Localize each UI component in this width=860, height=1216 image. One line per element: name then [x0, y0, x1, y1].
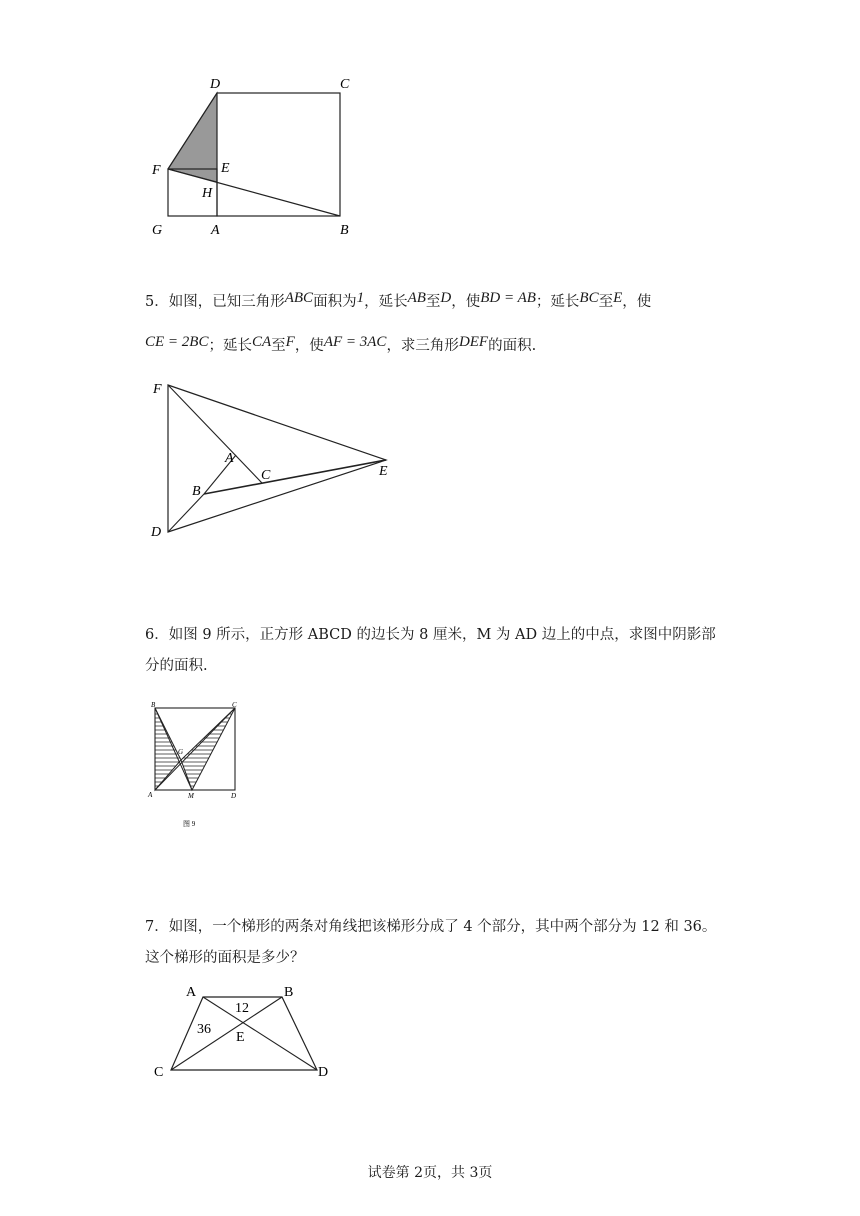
figure-9-square	[145, 700, 250, 835]
square-abcd	[217, 93, 340, 216]
problem-5-line-2: CE = 2BC；延长CA至F，使AF = 3AC，求三角形DEF的面积.	[145, 334, 537, 354]
figure-triangle-def	[145, 375, 400, 545]
label-d: D	[151, 525, 162, 540]
shaded-right-triangle	[181, 708, 235, 790]
label-d: D	[318, 1065, 329, 1080]
segment-fb	[168, 169, 340, 216]
label-a: A	[211, 223, 220, 238]
label-f: F	[153, 382, 162, 397]
label-g: G	[152, 223, 163, 238]
area-value-36: 36	[197, 1022, 211, 1037]
area-value-12: 12	[235, 1001, 249, 1016]
label-a: A	[225, 451, 234, 466]
label-b: B	[340, 223, 349, 238]
label-d: D	[210, 77, 221, 92]
label-c: C	[340, 77, 350, 92]
label-b: B	[284, 985, 294, 1000]
page-footer: 试卷第 2页，共 3页	[367, 1165, 493, 1181]
problem-6-line-2: 分的面积.	[145, 658, 208, 674]
label-b: B	[192, 484, 201, 499]
label-b: B	[151, 701, 156, 709]
figure-trapezoid	[150, 983, 340, 1080]
label-d: D	[231, 792, 237, 800]
problem-5-line-1: 5．如图，已知三角形ABC面积为1，延长AB至D，使BD = AB；延长BC至E，使	[145, 290, 652, 310]
label-m: M	[188, 792, 194, 800]
figure-caption: 图 9	[183, 820, 196, 828]
problem-7-line-1: 7．如图，一个梯形的两条对角线把该梯形分成了 4 个部分，其中两个部分为 12 和 36。	[145, 919, 717, 935]
label-g: G	[178, 748, 184, 756]
label-e: E	[236, 1030, 245, 1045]
problem-7-line-2: 这个梯形的面积是多少？	[145, 950, 305, 966]
label-c: C	[232, 701, 237, 709]
label-c: C	[261, 468, 271, 483]
label-c: C	[154, 1065, 164, 1080]
triangle-def	[168, 385, 386, 532]
label-a: A	[186, 985, 197, 1000]
label-h: H	[202, 186, 213, 201]
label-e: E	[221, 161, 230, 176]
problem-6-line-1: 6．如图 9 所示，正方形 ABCD 的边长为 8 厘米，M 为 AD 边上的中点，求图中阴影部	[145, 627, 716, 643]
label-a: A	[148, 791, 153, 799]
segment-fc	[168, 385, 262, 483]
label-f: F	[152, 163, 161, 178]
figure-square-diagram	[140, 70, 370, 245]
label-e: E	[379, 464, 388, 479]
